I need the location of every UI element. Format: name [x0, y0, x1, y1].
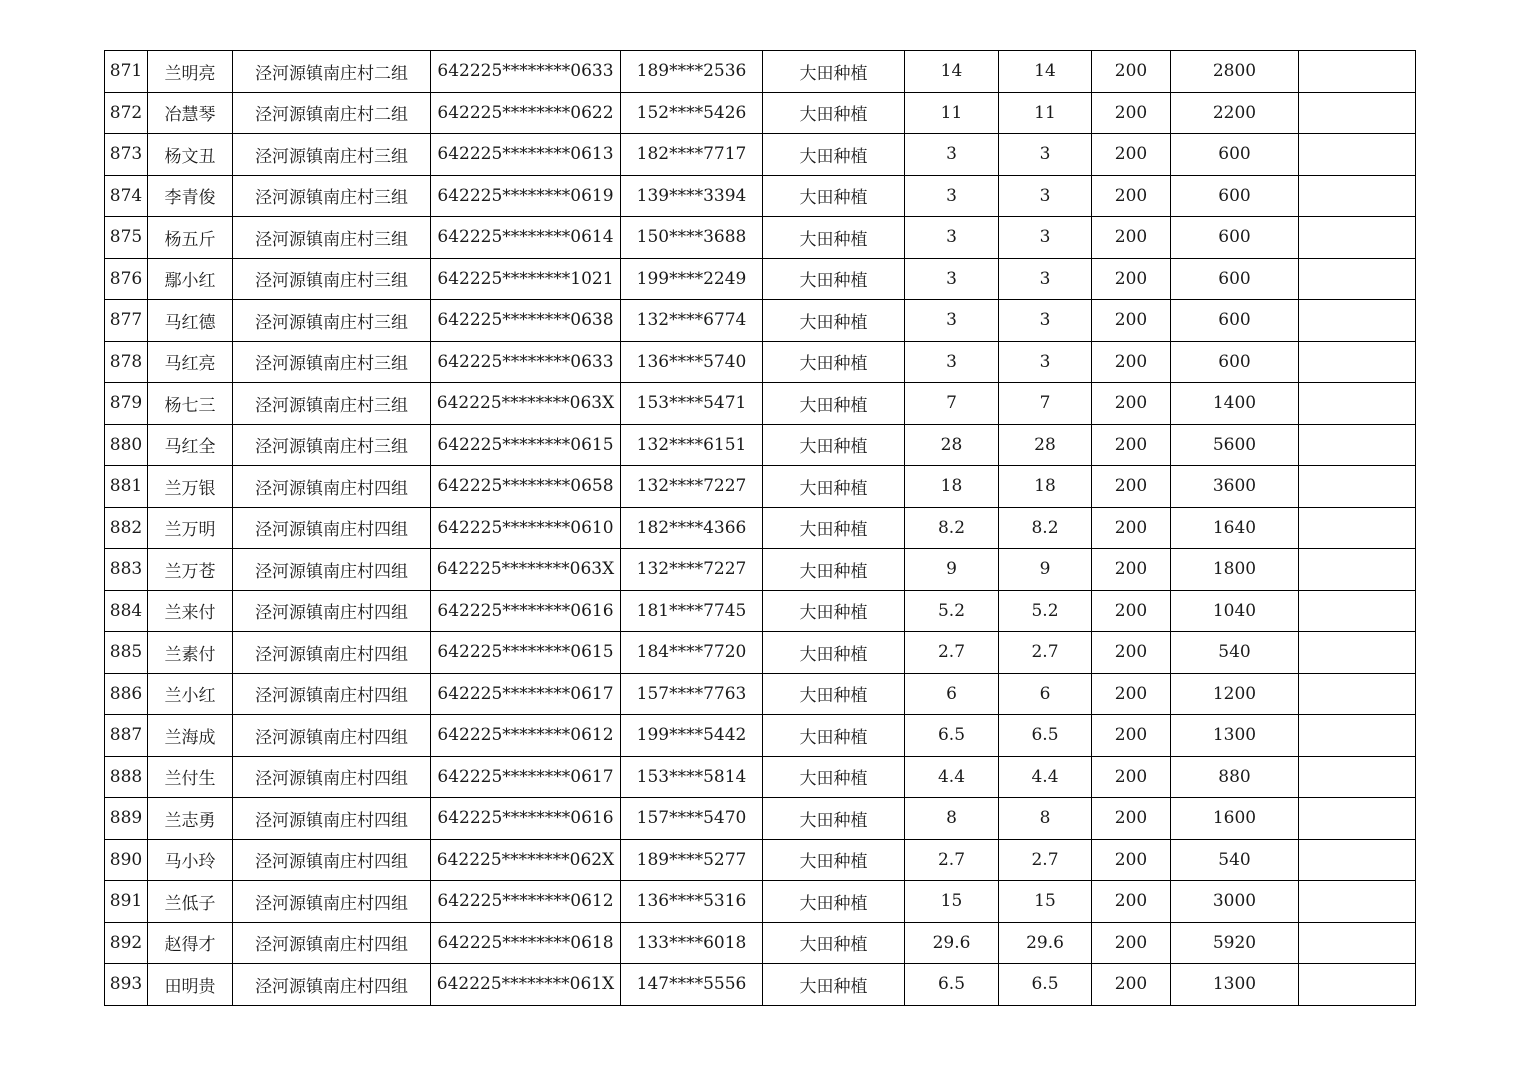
amount-cell: 1300: [1171, 715, 1299, 757]
table-row: [105, 549, 1416, 591]
name-cell: 田明贵: [148, 964, 233, 1006]
row-number-cell: 875: [105, 217, 148, 259]
table-row: [105, 839, 1416, 881]
name-cell: 马小玲: [148, 839, 233, 881]
phone-cell: 182****4366: [621, 507, 763, 549]
row-number-cell: 876: [105, 258, 148, 300]
row-number-cell: 890: [105, 839, 148, 881]
subsidy-area-cell: 14: [999, 51, 1092, 93]
id-number-cell: 642225********0619: [431, 175, 621, 217]
rate-cell: 200: [1092, 798, 1171, 840]
remark-cell: [1299, 507, 1416, 549]
category-cell: 大田种植: [763, 632, 905, 674]
amount-cell: 540: [1171, 839, 1299, 881]
remark-cell: [1299, 632, 1416, 674]
id-number-cell: 642225********063X: [431, 549, 621, 591]
amount-cell: 1300: [1171, 964, 1299, 1006]
table-row: [105, 51, 1416, 93]
category-cell: 大田种植: [763, 839, 905, 881]
name-cell: 鄢小红: [148, 258, 233, 300]
address-cell: 泾河源镇南庄村四组: [233, 590, 431, 632]
name-cell: 兰低子: [148, 881, 233, 923]
address-cell: 泾河源镇南庄村二组: [233, 92, 431, 134]
row-number-cell: 886: [105, 673, 148, 715]
amount-cell: 600: [1171, 217, 1299, 259]
amount-cell: 2800: [1171, 51, 1299, 93]
subsidy-area-cell: 3: [999, 341, 1092, 383]
area-cell: 18: [905, 466, 999, 508]
id-number-cell: 642225********0615: [431, 424, 621, 466]
phone-cell: 182****7717: [621, 134, 763, 176]
area-cell: 6.5: [905, 715, 999, 757]
rate-cell: 200: [1092, 922, 1171, 964]
row-number-cell: 892: [105, 922, 148, 964]
amount-cell: 880: [1171, 756, 1299, 798]
category-cell: 大田种植: [763, 92, 905, 134]
row-number-cell: 888: [105, 756, 148, 798]
area-cell: 8: [905, 798, 999, 840]
area-cell: 11: [905, 92, 999, 134]
address-cell: 泾河源镇南庄村四组: [233, 715, 431, 757]
phone-cell: 150****3688: [621, 217, 763, 259]
phone-cell: 132****7227: [621, 549, 763, 591]
amount-cell: 3000: [1171, 881, 1299, 923]
table-row: [105, 590, 1416, 632]
id-number-cell: 642225********061X: [431, 964, 621, 1006]
row-number-cell: 889: [105, 798, 148, 840]
area-cell: 14: [905, 51, 999, 93]
name-cell: 兰万苍: [148, 549, 233, 591]
table-row: [105, 715, 1416, 757]
amount-cell: 1600: [1171, 798, 1299, 840]
name-cell: 兰海成: [148, 715, 233, 757]
remark-cell: [1299, 922, 1416, 964]
id-number-cell: 642225********062X: [431, 839, 621, 881]
table-row: [105, 673, 1416, 715]
category-cell: 大田种植: [763, 881, 905, 923]
amount-cell: 2200: [1171, 92, 1299, 134]
name-cell: 赵得才: [148, 922, 233, 964]
remark-cell: [1299, 839, 1416, 881]
row-number-cell: 885: [105, 632, 148, 674]
phone-cell: 199****5442: [621, 715, 763, 757]
row-number-cell: 887: [105, 715, 148, 757]
area-cell: 15: [905, 881, 999, 923]
phone-cell: 139****3394: [621, 175, 763, 217]
row-number-cell: 871: [105, 51, 148, 93]
address-cell: 泾河源镇南庄村三组: [233, 175, 431, 217]
address-cell: 泾河源镇南庄村三组: [233, 383, 431, 425]
phone-cell: 153****5814: [621, 756, 763, 798]
area-cell: 3: [905, 175, 999, 217]
id-number-cell: 642225********0633: [431, 51, 621, 93]
row-number-cell: 882: [105, 507, 148, 549]
area-cell: 3: [905, 217, 999, 259]
subsidy-area-cell: 3: [999, 175, 1092, 217]
name-cell: 兰志勇: [148, 798, 233, 840]
row-number-cell: 893: [105, 964, 148, 1006]
phone-cell: 152****5426: [621, 92, 763, 134]
subsidy-area-cell: 28: [999, 424, 1092, 466]
remark-cell: [1299, 715, 1416, 757]
area-cell: 6.5: [905, 964, 999, 1006]
category-cell: 大田种植: [763, 590, 905, 632]
remark-cell: [1299, 549, 1416, 591]
row-number-cell: 884: [105, 590, 148, 632]
row-number-cell: 878: [105, 341, 148, 383]
phone-cell: 132****6151: [621, 424, 763, 466]
address-cell: 泾河源镇南庄村四组: [233, 673, 431, 715]
id-number-cell: 642225********0617: [431, 756, 621, 798]
row-number-cell: 891: [105, 881, 148, 923]
amount-cell: 600: [1171, 341, 1299, 383]
rate-cell: 200: [1092, 383, 1171, 425]
area-cell: 29.6: [905, 922, 999, 964]
rate-cell: 200: [1092, 507, 1171, 549]
subsidy-roster-table: [104, 50, 1416, 1006]
address-cell: 泾河源镇南庄村三组: [233, 300, 431, 342]
table-row: [105, 507, 1416, 549]
area-cell: 2.7: [905, 839, 999, 881]
address-cell: 泾河源镇南庄村四组: [233, 756, 431, 798]
area-cell: 6: [905, 673, 999, 715]
document-page: [104, 50, 1416, 1006]
amount-cell: 1200: [1171, 673, 1299, 715]
subsidy-area-cell: 9: [999, 549, 1092, 591]
subsidy-area-cell: 18: [999, 466, 1092, 508]
amount-cell: 3600: [1171, 466, 1299, 508]
area-cell: 3: [905, 134, 999, 176]
area-cell: 9: [905, 549, 999, 591]
name-cell: 马红德: [148, 300, 233, 342]
category-cell: 大田种植: [763, 798, 905, 840]
table-row: [105, 341, 1416, 383]
area-cell: 7: [905, 383, 999, 425]
name-cell: 兰付生: [148, 756, 233, 798]
subsidy-area-cell: 7: [999, 383, 1092, 425]
table-row: [105, 424, 1416, 466]
table-row: [105, 964, 1416, 1006]
remark-cell: [1299, 341, 1416, 383]
category-cell: 大田种植: [763, 175, 905, 217]
amount-cell: 1400: [1171, 383, 1299, 425]
subsidy-area-cell: 2.7: [999, 632, 1092, 674]
subsidy-area-cell: 3: [999, 217, 1092, 259]
name-cell: 兰素付: [148, 632, 233, 674]
name-cell: 杨七三: [148, 383, 233, 425]
name-cell: 李青俊: [148, 175, 233, 217]
area-cell: 3: [905, 258, 999, 300]
remark-cell: [1299, 175, 1416, 217]
table-row: [105, 632, 1416, 674]
id-number-cell: 642225********0617: [431, 673, 621, 715]
phone-cell: 157****7763: [621, 673, 763, 715]
category-cell: 大田种植: [763, 549, 905, 591]
phone-cell: 132****7227: [621, 466, 763, 508]
phone-cell: 153****5471: [621, 383, 763, 425]
phone-cell: 147****5556: [621, 964, 763, 1006]
id-number-cell: 642225********063X: [431, 383, 621, 425]
subsidy-area-cell: 6.5: [999, 964, 1092, 1006]
row-number-cell: 880: [105, 424, 148, 466]
row-number-cell: 874: [105, 175, 148, 217]
subsidy-area-cell: 29.6: [999, 922, 1092, 964]
address-cell: 泾河源镇南庄村三组: [233, 217, 431, 259]
rate-cell: 200: [1092, 217, 1171, 259]
subsidy-area-cell: 6.5: [999, 715, 1092, 757]
subsidy-area-cell: 8: [999, 798, 1092, 840]
table-row: [105, 881, 1416, 923]
table-row: [105, 466, 1416, 508]
subsidy-area-cell: 3: [999, 258, 1092, 300]
id-number-cell: 642225********0614: [431, 217, 621, 259]
address-cell: 泾河源镇南庄村四组: [233, 839, 431, 881]
id-number-cell: 642225********0612: [431, 715, 621, 757]
remark-cell: [1299, 756, 1416, 798]
area-cell: 3: [905, 341, 999, 383]
rate-cell: 200: [1092, 466, 1171, 508]
table-row: [105, 383, 1416, 425]
category-cell: 大田种植: [763, 424, 905, 466]
name-cell: 兰来付: [148, 590, 233, 632]
table-row: [105, 922, 1416, 964]
row-number-cell: 872: [105, 92, 148, 134]
table-row: [105, 756, 1416, 798]
category-cell: 大田种植: [763, 341, 905, 383]
phone-cell: 181****7745: [621, 590, 763, 632]
remark-cell: [1299, 258, 1416, 300]
address-cell: 泾河源镇南庄村三组: [233, 424, 431, 466]
area-cell: 5.2: [905, 590, 999, 632]
rate-cell: 200: [1092, 673, 1171, 715]
table-row: [105, 258, 1416, 300]
id-number-cell: 642225********0613: [431, 134, 621, 176]
remark-cell: [1299, 424, 1416, 466]
amount-cell: 1640: [1171, 507, 1299, 549]
id-number-cell: 642225********0610: [431, 507, 621, 549]
row-number-cell: 883: [105, 549, 148, 591]
subsidy-area-cell: 3: [999, 300, 1092, 342]
remark-cell: [1299, 51, 1416, 93]
rate-cell: 200: [1092, 964, 1171, 1006]
category-cell: 大田种植: [763, 922, 905, 964]
category-cell: 大田种植: [763, 51, 905, 93]
phone-cell: 189****5277: [621, 839, 763, 881]
remark-cell: [1299, 92, 1416, 134]
category-cell: 大田种植: [763, 300, 905, 342]
subsidy-area-cell: 6: [999, 673, 1092, 715]
table-row: [105, 798, 1416, 840]
category-cell: 大田种植: [763, 756, 905, 798]
amount-cell: 600: [1171, 258, 1299, 300]
table-row: [105, 92, 1416, 134]
area-cell: 28: [905, 424, 999, 466]
rate-cell: 200: [1092, 341, 1171, 383]
rate-cell: 200: [1092, 881, 1171, 923]
phone-cell: 189****2536: [621, 51, 763, 93]
remark-cell: [1299, 134, 1416, 176]
amount-cell: 540: [1171, 632, 1299, 674]
id-number-cell: 642225********0638: [431, 300, 621, 342]
remark-cell: [1299, 466, 1416, 508]
name-cell: 兰明亮: [148, 51, 233, 93]
rate-cell: 200: [1092, 424, 1171, 466]
table-row: [105, 134, 1416, 176]
phone-cell: 184****7720: [621, 632, 763, 674]
id-number-cell: 642225********0616: [431, 590, 621, 632]
category-cell: 大田种植: [763, 466, 905, 508]
subsidy-area-cell: 3: [999, 134, 1092, 176]
rate-cell: 200: [1092, 92, 1171, 134]
subsidy-area-cell: 8.2: [999, 507, 1092, 549]
rate-cell: 200: [1092, 549, 1171, 591]
rate-cell: 200: [1092, 300, 1171, 342]
address-cell: 泾河源镇南庄村三组: [233, 134, 431, 176]
category-cell: 大田种植: [763, 383, 905, 425]
subsidy-area-cell: 11: [999, 92, 1092, 134]
category-cell: 大田种植: [763, 964, 905, 1006]
row-number-cell: 873: [105, 134, 148, 176]
name-cell: 兰万银: [148, 466, 233, 508]
amount-cell: 5920: [1171, 922, 1299, 964]
row-number-cell: 879: [105, 383, 148, 425]
area-cell: 3: [905, 300, 999, 342]
id-number-cell: 642225********1021: [431, 258, 621, 300]
rate-cell: 200: [1092, 715, 1171, 757]
rate-cell: 200: [1092, 175, 1171, 217]
table-row: [105, 175, 1416, 217]
remark-cell: [1299, 217, 1416, 259]
id-number-cell: 642225********0633: [431, 341, 621, 383]
address-cell: 泾河源镇南庄村三组: [233, 341, 431, 383]
remark-cell: [1299, 300, 1416, 342]
id-number-cell: 642225********0618: [431, 922, 621, 964]
area-cell: 4.4: [905, 756, 999, 798]
phone-cell: 136****5316: [621, 881, 763, 923]
subsidy-area-cell: 4.4: [999, 756, 1092, 798]
id-number-cell: 642225********0616: [431, 798, 621, 840]
amount-cell: 1040: [1171, 590, 1299, 632]
category-cell: 大田种植: [763, 258, 905, 300]
rate-cell: 200: [1092, 590, 1171, 632]
address-cell: 泾河源镇南庄村四组: [233, 881, 431, 923]
remark-cell: [1299, 798, 1416, 840]
table-row: [105, 300, 1416, 342]
category-cell: 大田种植: [763, 715, 905, 757]
category-cell: 大田种植: [763, 134, 905, 176]
remark-cell: [1299, 383, 1416, 425]
table-body: [105, 51, 1416, 1006]
subsidy-area-cell: 5.2: [999, 590, 1092, 632]
id-number-cell: 642225********0612: [431, 881, 621, 923]
name-cell: 杨文丑: [148, 134, 233, 176]
name-cell: 马红全: [148, 424, 233, 466]
name-cell: 冶慧琴: [148, 92, 233, 134]
rate-cell: 200: [1092, 632, 1171, 674]
name-cell: 兰小红: [148, 673, 233, 715]
category-cell: 大田种植: [763, 673, 905, 715]
phone-cell: 199****2249: [621, 258, 763, 300]
subsidy-area-cell: 2.7: [999, 839, 1092, 881]
address-cell: 泾河源镇南庄村三组: [233, 258, 431, 300]
area-cell: 2.7: [905, 632, 999, 674]
id-number-cell: 642225********0615: [431, 632, 621, 674]
remark-cell: [1299, 964, 1416, 1006]
address-cell: 泾河源镇南庄村四组: [233, 798, 431, 840]
address-cell: 泾河源镇南庄村四组: [233, 922, 431, 964]
remark-cell: [1299, 881, 1416, 923]
address-cell: 泾河源镇南庄村四组: [233, 549, 431, 591]
name-cell: 马红亮: [148, 341, 233, 383]
phone-cell: 136****5740: [621, 341, 763, 383]
rate-cell: 200: [1092, 134, 1171, 176]
address-cell: 泾河源镇南庄村四组: [233, 632, 431, 674]
amount-cell: 5600: [1171, 424, 1299, 466]
area-cell: 8.2: [905, 507, 999, 549]
amount-cell: 600: [1171, 175, 1299, 217]
amount-cell: 600: [1171, 134, 1299, 176]
rate-cell: 200: [1092, 51, 1171, 93]
row-number-cell: 877: [105, 300, 148, 342]
address-cell: 泾河源镇南庄村四组: [233, 507, 431, 549]
name-cell: 兰万明: [148, 507, 233, 549]
address-cell: 泾河源镇南庄村四组: [233, 466, 431, 508]
category-cell: 大田种植: [763, 217, 905, 259]
phone-cell: 133****6018: [621, 922, 763, 964]
remark-cell: [1299, 590, 1416, 632]
id-number-cell: 642225********0622: [431, 92, 621, 134]
id-number-cell: 642225********0658: [431, 466, 621, 508]
phone-cell: 157****5470: [621, 798, 763, 840]
amount-cell: 600: [1171, 300, 1299, 342]
rate-cell: 200: [1092, 756, 1171, 798]
phone-cell: 132****6774: [621, 300, 763, 342]
category-cell: 大田种植: [763, 507, 905, 549]
address-cell: 泾河源镇南庄村四组: [233, 964, 431, 1006]
subsidy-area-cell: 15: [999, 881, 1092, 923]
table-row: [105, 217, 1416, 259]
remark-cell: [1299, 673, 1416, 715]
address-cell: 泾河源镇南庄村二组: [233, 51, 431, 93]
name-cell: 杨五斤: [148, 217, 233, 259]
row-number-cell: 881: [105, 466, 148, 508]
rate-cell: 200: [1092, 839, 1171, 881]
amount-cell: 1800: [1171, 549, 1299, 591]
rate-cell: 200: [1092, 258, 1171, 300]
